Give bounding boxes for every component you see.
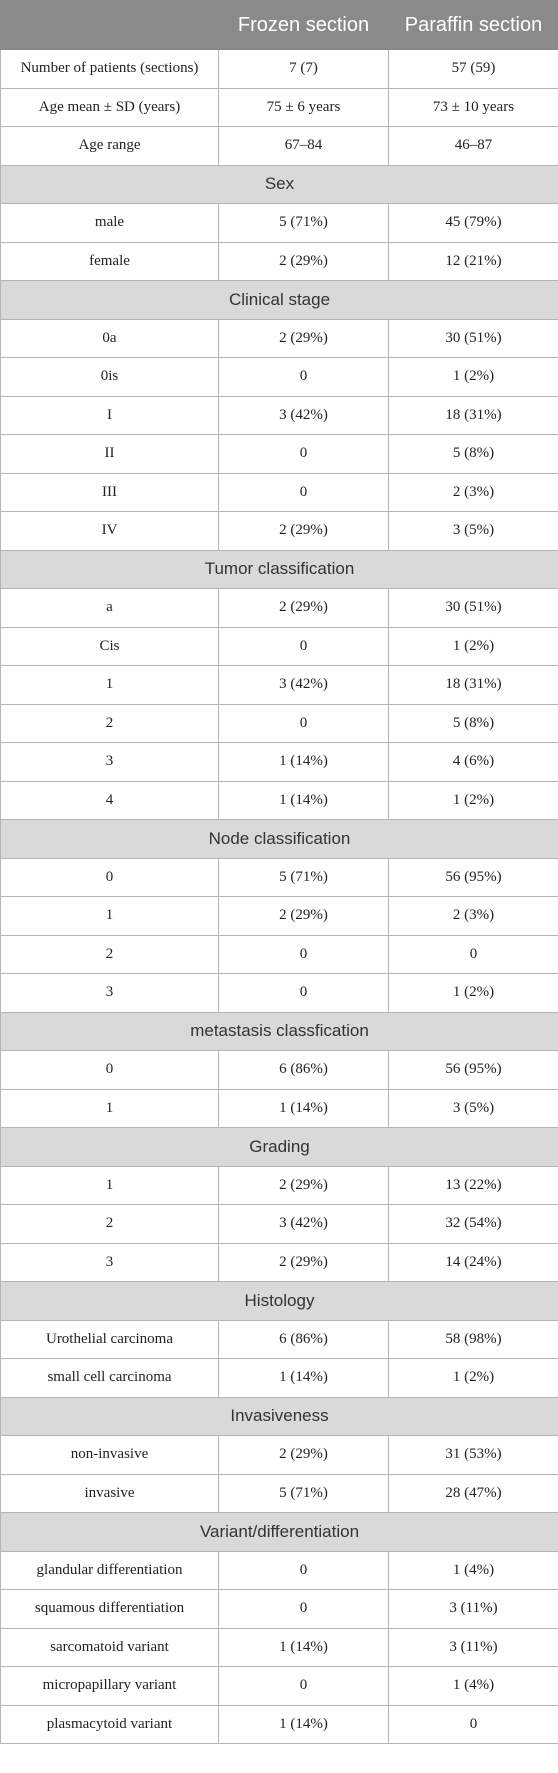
frozen-value-cell: 2 (29%) (219, 512, 389, 551)
paraffin-value-cell: 1 (2%) (389, 1359, 558, 1398)
section-header-label: Tumor classification (1, 550, 558, 589)
paraffin-value-cell: 14 (24%) (389, 1243, 558, 1282)
table-row (1, 1436, 558, 1475)
section-header-label: Sex (1, 165, 558, 204)
frozen-value-cell: 5 (71%) (219, 1474, 389, 1513)
frozen-value-cell: 0 (219, 1667, 389, 1706)
table-row (1, 935, 558, 974)
paraffin-value-cell: 73 ± 10 years (389, 88, 558, 127)
table-row (1, 1051, 558, 1090)
frozen-value-cell: 67–84 (219, 127, 389, 166)
frozen-value-cell: 3 (42%) (219, 666, 389, 705)
row-label-cell: male (1, 204, 219, 243)
paraffin-value-cell: 2 (3%) (389, 473, 558, 512)
frozen-value-cell: 0 (219, 1551, 389, 1590)
paraffin-value-cell: 1 (2%) (389, 781, 558, 820)
frozen-value-cell: 0 (219, 1590, 389, 1629)
header-row (1, 1, 558, 50)
frozen-value-cell: 2 (29%) (219, 319, 389, 358)
section-header-row (1, 1513, 558, 1552)
table-row (1, 1320, 558, 1359)
table-body (1, 50, 558, 1744)
frozen-value-cell: 0 (219, 473, 389, 512)
frozen-value-cell: 1 (14%) (219, 1359, 389, 1398)
row-label-cell: 1 (1, 1089, 219, 1128)
frozen-value-cell: 2 (29%) (219, 589, 389, 628)
paraffin-value-cell: 18 (31%) (389, 666, 558, 705)
paraffin-value-cell: 3 (11%) (389, 1590, 558, 1629)
section-header-row (1, 820, 558, 859)
paraffin-value-cell: 46–87 (389, 127, 558, 166)
table-row (1, 242, 558, 281)
frozen-value-cell: 0 (219, 704, 389, 743)
row-label-cell: micropapillary variant (1, 1667, 219, 1706)
section-header-row (1, 1282, 558, 1321)
row-label-cell: I (1, 396, 219, 435)
table-row (1, 1359, 558, 1398)
row-label-cell: glandular differentiation (1, 1551, 219, 1590)
table-row (1, 1551, 558, 1590)
table-row (1, 473, 558, 512)
row-label-cell: III (1, 473, 219, 512)
row-label-cell: 2 (1, 704, 219, 743)
table-row (1, 1628, 558, 1667)
table-row (1, 704, 558, 743)
table-row (1, 1243, 558, 1282)
row-label-cell: 3 (1, 1243, 219, 1282)
paraffin-value-cell: 13 (22%) (389, 1166, 558, 1205)
paraffin-value-cell: 1 (2%) (389, 974, 558, 1013)
paraffin-value-cell: 2 (3%) (389, 897, 558, 936)
paraffin-value-cell: 56 (95%) (389, 858, 558, 897)
paraffin-value-cell: 0 (389, 1705, 558, 1744)
frozen-value-cell: 0 (219, 974, 389, 1013)
paraffin-value-cell: 31 (53%) (389, 1436, 558, 1475)
table-row (1, 1205, 558, 1244)
row-label-cell: sarcomatoid variant (1, 1628, 219, 1667)
table-row (1, 974, 558, 1013)
table-row (1, 50, 558, 89)
frozen-value-cell: 7 (7) (219, 50, 389, 89)
frozen-value-cell: 2 (29%) (219, 1243, 389, 1282)
paraffin-value-cell: 1 (2%) (389, 627, 558, 666)
row-label-cell: 4 (1, 781, 219, 820)
row-label-cell: Age mean ± SD (years) (1, 88, 219, 127)
paraffin-value-cell: 1 (2%) (389, 358, 558, 397)
table-row (1, 743, 558, 782)
frozen-value-cell: 2 (29%) (219, 897, 389, 936)
section-header-label: Invasiveness (1, 1397, 558, 1436)
header-blank-cell (1, 1, 219, 50)
row-label-cell: 2 (1, 1205, 219, 1244)
frozen-value-cell: 1 (14%) (219, 1089, 389, 1128)
row-label-cell: small cell carcinoma (1, 1359, 219, 1398)
table-row (1, 1667, 558, 1706)
table-row (1, 589, 558, 628)
paraffin-value-cell: 3 (5%) (389, 1089, 558, 1128)
row-label-cell: invasive (1, 1474, 219, 1513)
row-label-cell: 0a (1, 319, 219, 358)
row-label-cell: a (1, 589, 219, 628)
table-row (1, 781, 558, 820)
paraffin-value-cell: 5 (8%) (389, 704, 558, 743)
table-row (1, 1590, 558, 1629)
row-label-cell: 1 (1, 1166, 219, 1205)
frozen-value-cell: 6 (86%) (219, 1320, 389, 1359)
frozen-value-cell: 0 (219, 935, 389, 974)
frozen-value-cell: 3 (42%) (219, 1205, 389, 1244)
paraffin-value-cell: 18 (31%) (389, 396, 558, 435)
paraffin-value-cell: 3 (11%) (389, 1628, 558, 1667)
paraffin-value-cell: 5 (8%) (389, 435, 558, 474)
frozen-value-cell: 0 (219, 358, 389, 397)
table-row (1, 897, 558, 936)
row-label-cell: 0 (1, 1051, 219, 1090)
table-row (1, 319, 558, 358)
frozen-value-cell: 2 (29%) (219, 242, 389, 281)
paraffin-value-cell: 12 (21%) (389, 242, 558, 281)
paraffin-value-cell: 32 (54%) (389, 1205, 558, 1244)
paraffin-value-cell: 4 (6%) (389, 743, 558, 782)
table-row (1, 127, 558, 166)
section-header-row (1, 1128, 558, 1167)
row-label-cell: non-invasive (1, 1436, 219, 1475)
row-label-cell: 1 (1, 666, 219, 705)
row-label-cell: 3 (1, 974, 219, 1013)
row-label-cell: 0is (1, 358, 219, 397)
section-header-row (1, 1012, 558, 1051)
paraffin-value-cell: 1 (4%) (389, 1667, 558, 1706)
table-row (1, 666, 558, 705)
table-row (1, 1474, 558, 1513)
frozen-value-cell: 5 (71%) (219, 858, 389, 897)
row-label-cell: Age range (1, 127, 219, 166)
table-row (1, 204, 558, 243)
table-row (1, 1166, 558, 1205)
frozen-value-cell: 2 (29%) (219, 1436, 389, 1475)
section-header-label: Variant/differentiation (1, 1513, 558, 1552)
section-header-label: metastasis classfication (1, 1012, 558, 1051)
row-label-cell: 3 (1, 743, 219, 782)
paraffin-value-cell: 0 (389, 935, 558, 974)
paraffin-value-cell: 57 (59) (389, 50, 558, 89)
section-header-row (1, 550, 558, 589)
frozen-value-cell: 75 ± 6 years (219, 88, 389, 127)
table-header (1, 1, 558, 50)
row-label-cell: Number of patients (sections) (1, 50, 219, 89)
section-header-label: Histology (1, 1282, 558, 1321)
section-header-label: Grading (1, 1128, 558, 1167)
row-label-cell: II (1, 435, 219, 474)
paraffin-value-cell: 28 (47%) (389, 1474, 558, 1513)
paraffin-value-cell: 1 (4%) (389, 1551, 558, 1590)
frozen-value-cell: 5 (71%) (219, 204, 389, 243)
header-paraffin-section: Paraffin section (389, 1, 558, 50)
frozen-value-cell: 6 (86%) (219, 1051, 389, 1090)
table-row (1, 512, 558, 551)
row-label-cell: squamous differentiation (1, 1590, 219, 1629)
frozen-value-cell: 1 (14%) (219, 1705, 389, 1744)
paraffin-value-cell: 3 (5%) (389, 512, 558, 551)
frozen-value-cell: 1 (14%) (219, 781, 389, 820)
row-label-cell: IV (1, 512, 219, 551)
section-header-row (1, 281, 558, 320)
frozen-value-cell: 0 (219, 435, 389, 474)
frozen-value-cell: 2 (29%) (219, 1166, 389, 1205)
row-label-cell: plasmacytoid variant (1, 1705, 219, 1744)
table-row (1, 1705, 558, 1744)
section-header-label: Clinical stage (1, 281, 558, 320)
table-row (1, 858, 558, 897)
frozen-value-cell: 1 (14%) (219, 743, 389, 782)
paraffin-value-cell: 56 (95%) (389, 1051, 558, 1090)
frozen-value-cell: 1 (14%) (219, 1628, 389, 1667)
table-row (1, 88, 558, 127)
section-header-label: Node classification (1, 820, 558, 859)
paraffin-value-cell: 58 (98%) (389, 1320, 558, 1359)
section-header-row (1, 165, 558, 204)
table-row (1, 358, 558, 397)
row-label-cell: 0 (1, 858, 219, 897)
paraffin-value-cell: 45 (79%) (389, 204, 558, 243)
table-row (1, 1089, 558, 1128)
header-frozen-section: Frozen section (219, 1, 389, 50)
paraffin-value-cell: 30 (51%) (389, 319, 558, 358)
table-row (1, 435, 558, 474)
frozen-value-cell: 0 (219, 627, 389, 666)
table-row (1, 396, 558, 435)
row-label-cell: Cis (1, 627, 219, 666)
table-row (1, 627, 558, 666)
frozen-value-cell: 3 (42%) (219, 396, 389, 435)
row-label-cell: Urothelial carcinoma (1, 1320, 219, 1359)
row-label-cell: 1 (1, 897, 219, 936)
row-label-cell: female (1, 242, 219, 281)
row-label-cell: 2 (1, 935, 219, 974)
section-header-row (1, 1397, 558, 1436)
paraffin-value-cell: 30 (51%) (389, 589, 558, 628)
